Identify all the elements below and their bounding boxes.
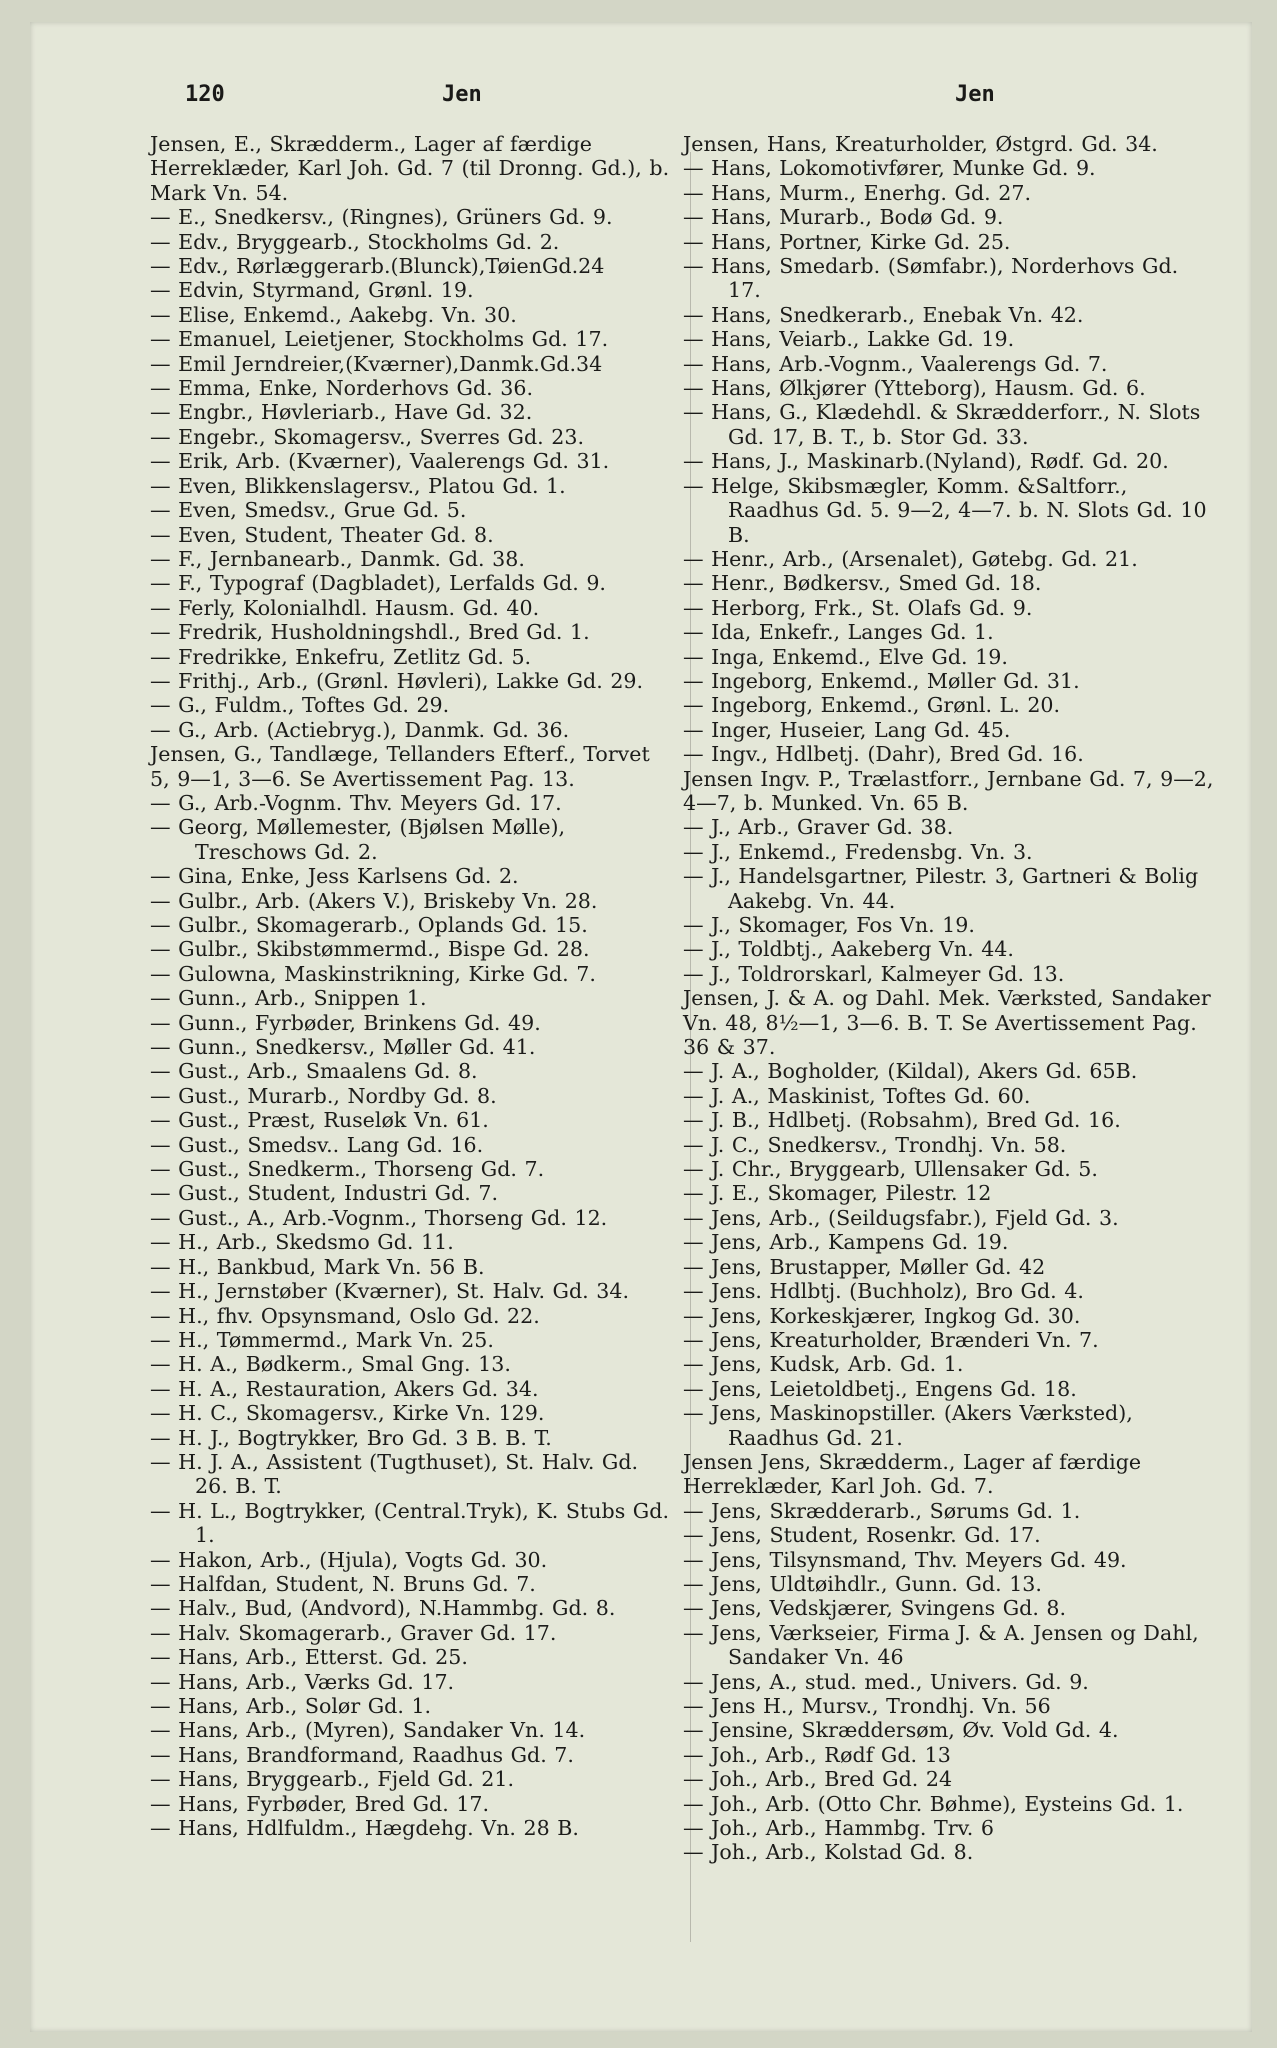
directory-entry: — Engebr., Skomagersv., Sverres Gd. 23. bbox=[150, 424, 585, 449]
directory-entry: — J. B., Hdlbetj. (Robsahm), Bred Gd. 16. bbox=[683, 1108, 1121, 1133]
directory-entry: — G., Arb.-Vognm. Thv. Meyers Gd. 17. bbox=[150, 790, 562, 815]
directory-entry: — H., Bankbud, Mark Vn. 56 B. bbox=[150, 1254, 485, 1279]
directory-entry: — Engbr., Høvleriarb., Have Gd. 32. bbox=[150, 400, 533, 425]
directory-entry: — Ingeborg, Enkemd., Møller Gd. 31. bbox=[683, 668, 1080, 693]
directory-entry: — Ferly, Kolonialhdl. Hausm. Gd. 40. bbox=[150, 595, 540, 620]
directory-entry: — Ingv., Hdlbetj. (Dahr), Bred Gd. 16. bbox=[683, 742, 1084, 767]
directory-entry: — Jens. Hdlbtj. (Buchholz), Bro Gd. 4. bbox=[683, 1279, 1084, 1304]
directory-entry: — Even, Smedsv., Grue Gd. 5. bbox=[150, 498, 467, 523]
directory-entry: — Hans, Smedarb. (Sømfabr.), Norderhovs Gd. 17. bbox=[683, 254, 1179, 303]
directory-entry: — Gust., Snedkerm., Thorseng Gd. 7. bbox=[150, 1157, 545, 1182]
directory-entry: — Henr., Arb., (Arsenalet), Gøtebg. Gd. 21. bbox=[683, 546, 1138, 571]
directory-entry: — Joh., Arb. (Otto Chr. Bøhme), Eysteins Gd. 1. bbox=[683, 1791, 1184, 1816]
directory-entry: — Gust., Arb., Smaalens Gd. 8. bbox=[150, 1059, 478, 1084]
directory-entry: — Hans, Lokomotivfører, Munke Gd. 9. bbox=[683, 156, 1096, 181]
directory-entry: — Erik, Arb. (Kværner), Vaalerengs Gd. 31. bbox=[150, 449, 610, 474]
directory-entry: — Jens, Uldtøihdlr., Gunn. Gd. 13. bbox=[683, 1571, 1042, 1596]
directory-entry: — H. J., Bogtrykker, Bro Gd. 3 B. B. T. bbox=[150, 1425, 552, 1450]
directory-entry: — J., Toldrorskarl, Kalmeyer Gd. 13. bbox=[683, 961, 1065, 986]
directory-entry: — Hans, Arb., (Myren), Sandaker Vn. 14. bbox=[150, 1718, 586, 1743]
directory-entry: — Halfdan, Student, N. Bruns Gd. 7. bbox=[150, 1571, 536, 1596]
directory-entry: — J. A., Bogholder, (Kildal), Akers Gd. 65B. bbox=[683, 1059, 1138, 1084]
directory-entry: Jensen, G., Tandlæge, Tellanders Efterf., Torvet 5, 9—1, 3—6. Se Avertissement Pag. 13. bbox=[150, 742, 650, 791]
directory-entry: — Gust., Præst, Ruseløk Vn. 61. bbox=[150, 1108, 489, 1133]
directory-entry: — J., Handelsgartner, Pilestr. 3, Gartneri & Bolig Aakebg. Vn. 44. bbox=[683, 864, 1199, 913]
directory-entry: — J. E., Skomager, Pilestr. 12 bbox=[683, 1181, 992, 1206]
directory-entry: — F., Jernbanearb., Danmk. Gd. 38. bbox=[150, 546, 525, 571]
directory-entry: — H. A., Bødkerm., Smal Gng. 13. bbox=[150, 1352, 511, 1377]
directory-entry: — Even, Blikkenslagersv., Platou Gd. 1. bbox=[150, 473, 566, 498]
directory-entry: — Halv. Skomagerarb., Graver Gd. 17. bbox=[150, 1620, 557, 1645]
directory-entry: — Frithj., Arb., (Grønl. Høvleri), Lakke Gd. 29. bbox=[150, 668, 644, 693]
directory-entry: — Jens, Korkeskjærer, Ingkog Gd. 30. bbox=[683, 1303, 1081, 1328]
running-head-left: Jen bbox=[442, 82, 482, 107]
directory-entry: — Edvin, Styrmand, Grønl. 19. bbox=[150, 278, 474, 303]
directory-entry: — Jens, Vedskjærer, Svingens Gd. 8. bbox=[683, 1596, 1067, 1621]
directory-entry: — Hans, Arb., Værks Gd. 17. bbox=[150, 1669, 455, 1694]
directory-entry: Jensen, Hans, Kreaturholder, Østgrd. Gd. 34. bbox=[683, 132, 1158, 156]
directory-entry: — Hans, Snedkerarb., Enebak Vn. 42. bbox=[683, 302, 1084, 327]
directory-entry: — Hans, Veiarb., Lakke Gd. 19. bbox=[683, 327, 1015, 352]
directory-entry: — Gulowna, Maskinstrikning, Kirke Gd. 7. bbox=[150, 961, 596, 986]
directory-entry: — Gust., Student, Industri Gd. 7. bbox=[150, 1181, 499, 1206]
directory-entry: — Emanuel, Leietjener, Stockholms Gd. 17. bbox=[150, 327, 609, 352]
directory-entry: — Joh., Arb., Hammbg. Trv. 6 bbox=[683, 1816, 994, 1841]
directory-entry: — Gulbr., Skomagerarb., Oplands Gd. 15. bbox=[150, 913, 588, 937]
directory-entry: — H., Jernstøber (Kværner), St. Halv. Gd. 34. bbox=[150, 1279, 630, 1304]
directory-entry: — Hans, Ølkjører (Ytteborg), Hausm. Gd. 6. bbox=[683, 376, 1146, 401]
directory-entry: — G., Fuldm., Toftes Gd. 29. bbox=[150, 693, 450, 718]
directory-entry: — Jens, Arb., Kampens Gd. 19. bbox=[683, 1230, 1009, 1255]
directory-entry: — J., Toldbtj., Aakeberg Vn. 44. bbox=[683, 937, 1014, 962]
directory-entry: — Edv., Bryggearb., Stockholms Gd. 2. bbox=[150, 229, 560, 254]
directory-entry: — Inga, Enkemd., Elve Gd. 19. bbox=[683, 644, 1008, 669]
directory-entry: — H. A., Restauration, Akers Gd. 34. bbox=[150, 1376, 539, 1401]
directory-entry: — Gunn., Snedkersv., Møller Gd. 41. bbox=[150, 1035, 536, 1060]
directory-entry: — Ingeborg, Enkemd., Grønl. L. 20. bbox=[683, 693, 1061, 718]
directory-entry: — Jens, Brustapper, Møller Gd. 42 bbox=[683, 1254, 1046, 1279]
directory-entry: — Jens, Værkseier, Firma J. & A. Jensen og Dahl, Sandaker Vn. 46 bbox=[683, 1620, 1199, 1670]
directory-entry: — H. J. A., Assistent (Tugthuset), St. Halv. Gd. 26. B. T. bbox=[150, 1449, 639, 1499]
right-column bbox=[683, 132, 1215, 1865]
directory-entry: — Gunn., Arb., Snippen 1. bbox=[150, 986, 427, 1011]
directory-entry: — Joh., Arb., Bred Gd. 24 bbox=[683, 1767, 953, 1792]
directory-entry: — Jens, Kudsk, Arb. Gd. 1. bbox=[683, 1352, 964, 1377]
directory-entry: — Jens, Student, Rosenkr. Gd. 17. bbox=[683, 1523, 1041, 1548]
directory-entry: — Hans, Bryggearb., Fjeld Gd. 21. bbox=[150, 1767, 515, 1792]
directory-entry: — H., Arb., Skedsmo Gd. 11. bbox=[150, 1230, 454, 1255]
left-column bbox=[150, 132, 670, 1840]
directory-entry: — J. C., Snedkersv., Trondhj. Vn. 58. bbox=[683, 1132, 1067, 1157]
directory-entry: — Edv., Rørlæggerarb.(Blunck),TøienGd.24 bbox=[150, 254, 605, 279]
directory-entry: — Emma, Enke, Norderhovs Gd. 36. bbox=[150, 376, 534, 401]
directory-entry: — Fredrikke, Enkefru, Zetlitz Gd. 5. bbox=[150, 644, 532, 669]
directory-entry: — J. A., Maskinist, Toftes Gd. 60. bbox=[683, 1083, 1031, 1108]
directory-entry: — Hans, G., Klædehdl. & Skrædderforr., N. Slots Gd. 17, B. T., b. Stor Gd. 33. bbox=[683, 400, 1201, 449]
directory-entry: — Hans, Arb.-Vognm., Vaalerengs Gd. 7. bbox=[683, 351, 1108, 376]
directory-entry: — F., Typograf (Dagbladet), Lerfalds Gd. 9. bbox=[150, 571, 606, 596]
directory-entry: — Joh., Arb., Rødf Gd. 13 bbox=[683, 1742, 951, 1767]
directory-entry: — Jensine, Skræddersøm, Øv. Vold Gd. 4. bbox=[683, 1718, 1119, 1743]
directory-entry: — Hans, Arb., Etterst. Gd. 25. bbox=[150, 1645, 468, 1670]
directory-entry: Jensen Ingv. P., Trælastforr., Jernbane Gd. 7, 9—2, 4—7, b. Munked. Vn. 65 B. bbox=[683, 766, 1214, 815]
directory-entry: — Jens, Tilsynsmand, Thv. Meyers Gd. 49. bbox=[683, 1547, 1127, 1572]
directory-entry: — J. Chr., Bryggearb, Ullensaker Gd. 5. bbox=[683, 1157, 1098, 1182]
directory-entry: — Hans, Arb., Solør Gd. 1. bbox=[150, 1694, 432, 1718]
directory-entry: — Georg, Møllemester, (Bjølsen Mølle), Treschows Gd. 2. bbox=[150, 815, 566, 864]
directory-entry: — Hans, Fyrbøder, Bred Gd. 17. bbox=[150, 1791, 490, 1816]
page-number: 120 bbox=[185, 82, 225, 107]
directory-entry: — J., Skomager, Fos Vn. 19. bbox=[683, 913, 975, 937]
directory-entry: — Hans, J., Maskinarb.(Nyland), Rødf. Gd. 20. bbox=[683, 449, 1169, 474]
directory-entry: — J., Enkemd., Fredensbg. Vn. 3. bbox=[683, 839, 1033, 864]
directory-entry: — Jens, Kreaturholder, Brænderi Vn. 7. bbox=[683, 1327, 1099, 1352]
directory-entry: — Jens, Maskinopstiller. (Akers Værksted), Raadhus Gd. 21. bbox=[683, 1401, 1133, 1450]
directory-entry: — H. L., Bogtrykker, (Central.Tryk), K. Stubs Gd. 1. bbox=[150, 1498, 669, 1548]
directory-entry: — Hakon, Arb., (Hjula), Vogts Gd. 30. bbox=[150, 1547, 548, 1572]
directory-entry: — Henr., Bødkersv., Smed Gd. 18. bbox=[683, 571, 1042, 596]
directory-entry: — J., Arb., Graver Gd. 38. bbox=[683, 815, 954, 840]
running-head-right: Jen bbox=[955, 82, 995, 107]
directory-entry: — Emil Jerndreier,(Kværner),Danmk.Gd.34 bbox=[150, 351, 603, 376]
directory-entry: — H., Tømmermd., Mark Vn. 25. bbox=[150, 1327, 494, 1352]
directory-entry: — Gust., A., Arb.-Vognm., Thorseng Gd. 12. bbox=[150, 1205, 608, 1230]
directory-entry: — Hans, Portner, Kirke Gd. 25. bbox=[683, 229, 1011, 254]
directory-entry: — Hans, Murm., Enerhg. Gd. 27. bbox=[683, 180, 1032, 205]
directory-entry: — Elise, Enkemd., Aakebg. Vn. 30. bbox=[150, 302, 517, 327]
directory-entry: — Halv., Bud, (Andvord), N.Hammbg. Gd. 8. bbox=[150, 1596, 616, 1621]
directory-entry: — Even, Student, Theater Gd. 8. bbox=[150, 522, 494, 547]
directory-entry: — G., Arb. (Actiebryg.), Danmk. Gd. 36. bbox=[150, 717, 570, 742]
directory-entry: — Jens, Skrædderarb., Sørums Gd. 1. bbox=[683, 1498, 1081, 1523]
directory-entry: — Helge, Skibsmægler, Komm. &Saltforr., Raadhus Gd. 5. 9—2, 4—7. b. N. Slots Gd. 10 B. bbox=[683, 473, 1207, 547]
directory-entry: Jensen Jens, Skrædderm., Lager af færdige Herreklæder, Karl Joh. Gd. 7. bbox=[683, 1449, 1142, 1499]
directory-entry: — Gulbr., Skibstømmermd., Bispe Gd. 28. bbox=[150, 937, 590, 962]
directory-entry: — Jens, Leietoldbetj., Engens Gd. 18. bbox=[683, 1376, 1077, 1401]
directory-entry: — Gina, Enke, Jess Karlsens Gd. 2. bbox=[150, 864, 519, 889]
directory-entry: — Jens, A., stud. med., Univers. Gd. 9. bbox=[683, 1669, 1089, 1694]
directory-entry: — Gunn., Fyrbøder, Brinkens Gd. 49. bbox=[150, 1010, 541, 1035]
directory-entry: — Hans, Murarb., Bodø Gd. 9. bbox=[683, 205, 1004, 230]
directory-entry: — H. C., Skomagersv., Kirke Vn. 129. bbox=[150, 1401, 545, 1426]
directory-entry: — Fredrik, Husholdningshdl., Bred Gd. 1. bbox=[150, 620, 590, 645]
directory-entry: — Jens, Arb., (Seildugsfabr.), Fjeld Gd. 3. bbox=[683, 1205, 1119, 1230]
directory-entry: — Gust., Smedsv.. Lang Gd. 16. bbox=[150, 1132, 484, 1157]
directory-entry: — Joh., Arb., Kolstad Gd. 8. bbox=[683, 1840, 974, 1865]
directory-entry: — E., Snedkersv., (Ringnes), Grüners Gd. 9. bbox=[150, 205, 613, 230]
directory-entry: — Herborg, Frk., St. Olafs Gd. 9. bbox=[683, 595, 1033, 620]
directory-entry: — Hans, Hdlfuldm., Hægdehg. Vn. 28 B. bbox=[150, 1816, 579, 1841]
directory-entry: — Gulbr., Arb. (Akers V.), Briskeby Vn. 28. bbox=[150, 888, 598, 913]
directory-entry: — Hans, Brandformand, Raadhus Gd. 7. bbox=[150, 1742, 574, 1767]
directory-entry: Jensen, E., Skrædderm., Lager af færdige Herreklæder, Karl Joh. Gd. 7 (til Dronng. Gd.), b. Mark Vn. 54. bbox=[150, 132, 670, 205]
directory-entry: — Ida, Enkefr., Langes Gd. 1. bbox=[683, 620, 994, 645]
directory-entry: Jensen, J. & A. og Dahl. Mek. Værksted, Sandaker Vn. 48, 8½—1, 3—6. B. T. Se Avertissement Pag. 36 & 37. bbox=[683, 986, 1211, 1060]
directory-entry: — Jens H., Mursv., Trondhj. Vn. 56 bbox=[683, 1694, 1051, 1718]
directory-entry: — Gust., Murarb., Nordby Gd. 8. bbox=[150, 1083, 497, 1108]
directory-entry: — H., fhv. Opsynsmand, Oslo Gd. 22. bbox=[150, 1303, 540, 1328]
directory-entry: — Inger, Huseier, Lang Gd. 45. bbox=[683, 717, 1011, 742]
